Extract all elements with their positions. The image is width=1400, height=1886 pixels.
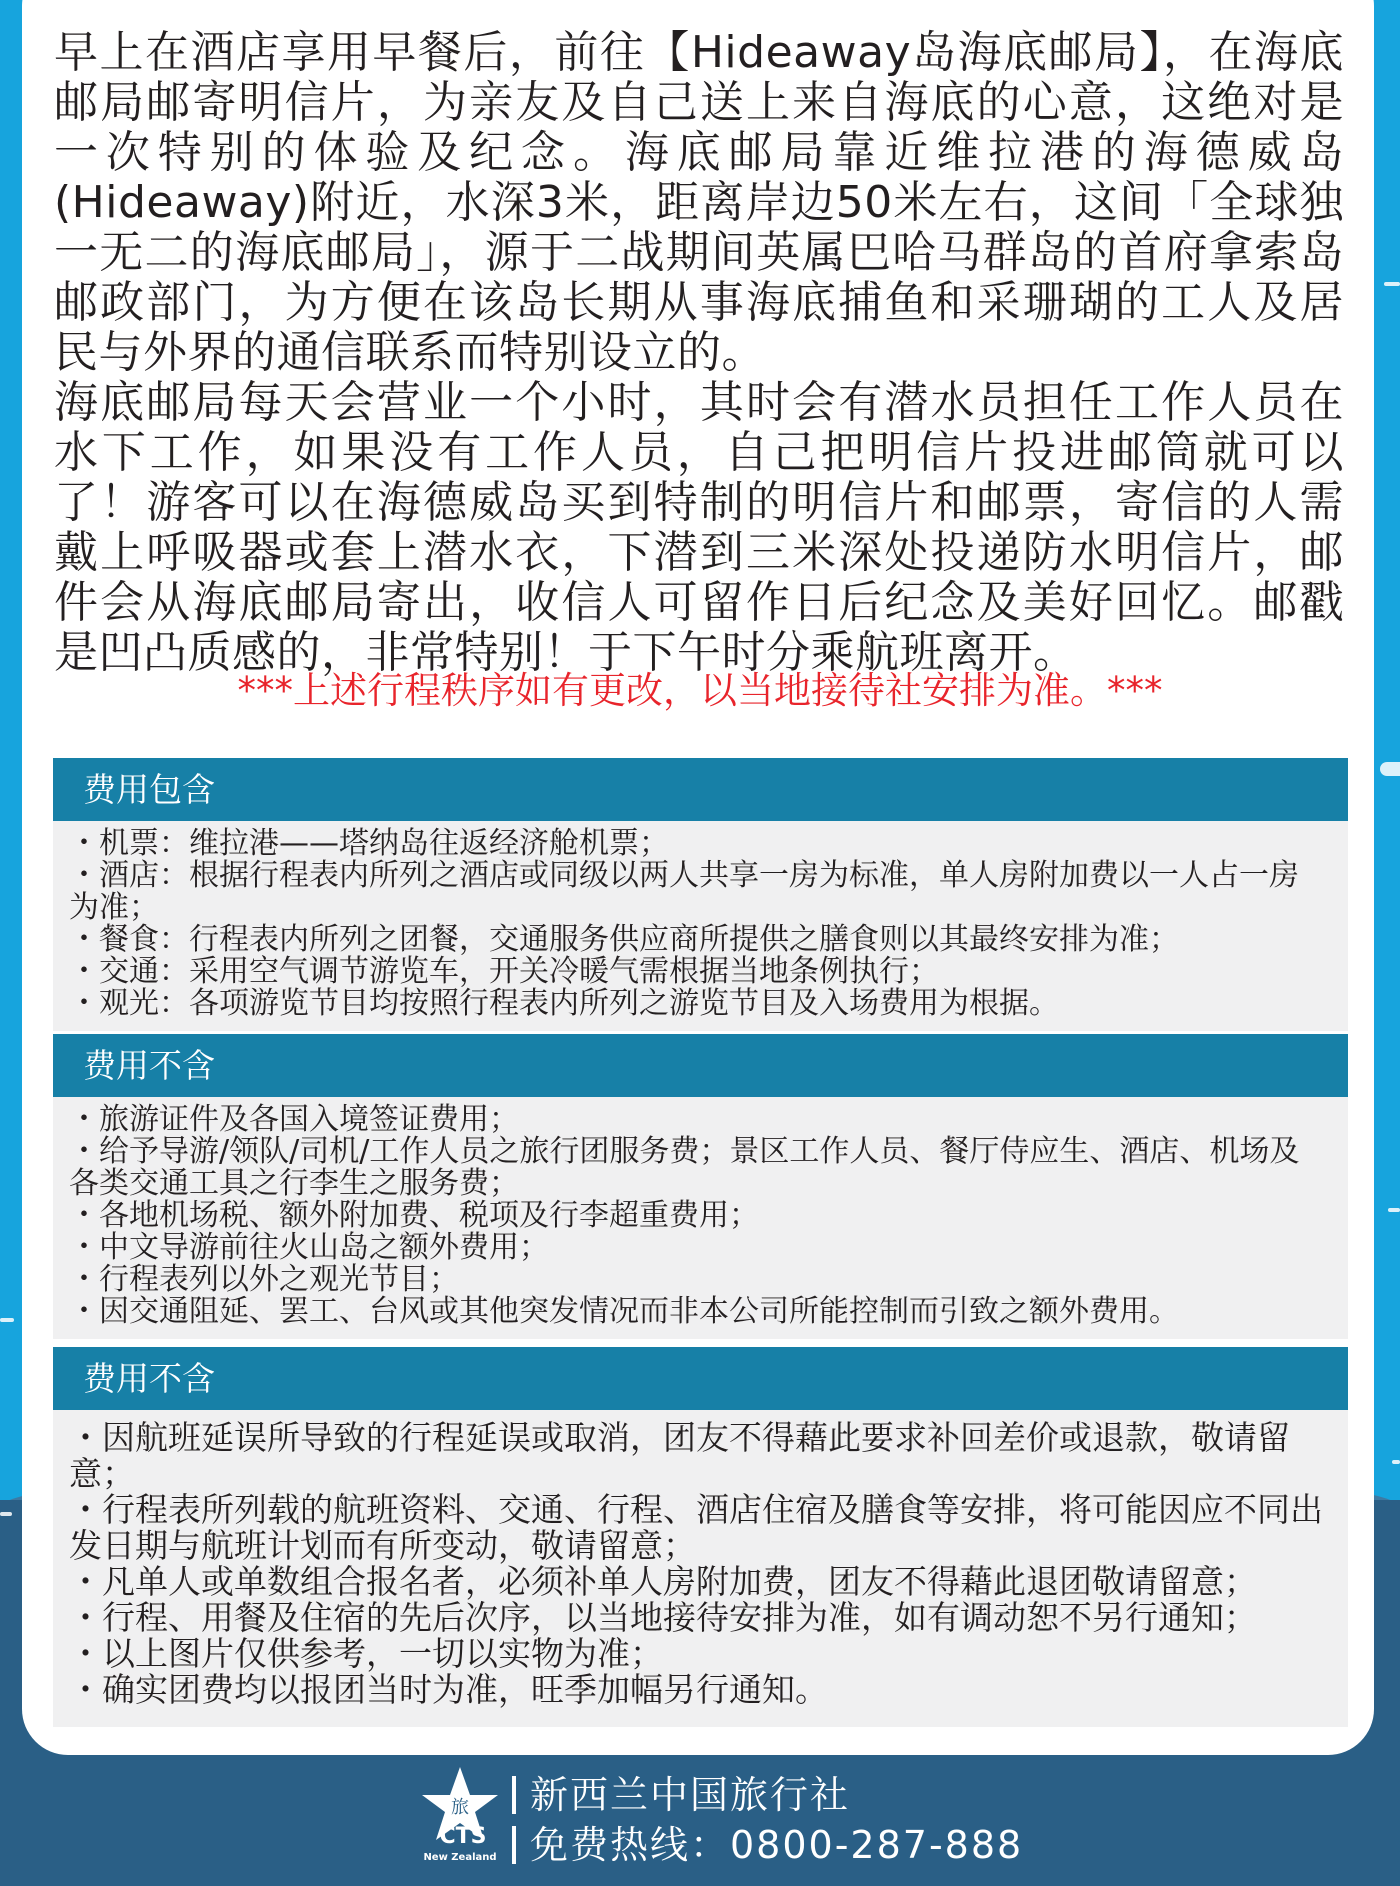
list-item: ・因交通阻延、罢工、台风或其他突发情况而非本公司所能控制而引致之额外费用。 (69, 1294, 1179, 1329)
list-item: ・因航班延误所导致的行程延误或取消，团友不得藉此要求补回差价或退款，敬请留意； (69, 1418, 1290, 1493)
decor-dash (0, 1512, 12, 1516)
section-body (53, 1097, 1348, 1334)
decor-dash (0, 1318, 14, 1322)
section-title: 费用不含 (53, 1347, 1348, 1410)
list-item: ・酒店：根据行程表内所列之酒店或同级以两人共享一房为标准，单人房附加费以一人占一房为准； (69, 858, 1299, 925)
list-item: ・中文导游前往火山岛之额外费用； (69, 1230, 549, 1265)
list-item: ・行程表所列载的航班资料、交通、行程、酒店住宿及膳食等安排，将可能因应不同出发日期与航班计划而有所变动，敬请留意； (69, 1490, 1323, 1565)
list-item: ・旅游证件及各国入境签证费用； (69, 1102, 519, 1137)
schedule-change-notice: ***上述行程秩序如有更改，以当地接待社安排为准。*** (237, 669, 1163, 712)
decor-dash (1388, 1208, 1400, 1212)
list-item: ・交通：采用空气调节游览车，开关冷暖气需根据当地条例执行； (69, 954, 939, 989)
logo-star-char: 旅 (451, 1797, 469, 1818)
list-item: ・确实团费均以报团当时为准，旺季加幅另行通知。 (69, 1670, 828, 1709)
section-title: 费用不含 (53, 1034, 1348, 1097)
list-item: ・行程表列以外之观光节目； (69, 1262, 459, 1297)
section-body (53, 1410, 1348, 1714)
footer-divider (512, 1776, 516, 1814)
list-item: ・观光：各项游览节目均按照行程表内所列之游览节目及入场费用为根据。 (69, 986, 1059, 1021)
hotline-number: 免费热线：0800-287-888 (530, 1823, 1024, 1867)
decor-dash (1384, 282, 1400, 286)
section-body (53, 821, 1348, 1026)
intro-paragraph: 海底邮局每天会营业一个小时，其时会有潜水员担任工作人员在水下工作，如果没有工作人员，自己把明信片投进邮筒就可以了！游客可以在海德威岛买到特制的明信片和邮票，寄信的人需戴上呼吸器或套上潜水衣，下潜到三米深处投递防水明信片，邮件会从海底邮局寄出，收信人可留作日后纪念及美好回忆。邮戳是凹凸质感的，非常特别！于下午时分乘航班离开。 (54, 377, 1344, 678)
list-item: ・凡单人或单数组合报名者，必须补单人房附加费，团友不得藉此退团敬请留意； (69, 1562, 1257, 1601)
list-item: ・给予导游/领队/司机/工作人员之旅行团服务费；景区工作人员、餐厅侍应生、酒店、机场及各类交通工具之行李生之服务费； (69, 1134, 1300, 1201)
list-item: ・机票：维拉港——塔纳岛往返经济舱机票； (69, 826, 669, 861)
decor-dash (1380, 762, 1400, 776)
footer-divider (512, 1826, 516, 1864)
logo-subtext: New Zealand (423, 1852, 497, 1863)
intro-paragraph: 早上在酒店享用早餐后，前往【Hideaway岛海底邮局】，在海底邮局邮寄明信片，为亲友及自己送上来自海底的心意，这绝对是一次特别的体验及纪念。海底邮局靠近维拉港的海德威岛(Hideaway)附近，水深3米，距离岸边50米左右，这间「全球独一无二的海底邮局」，源于二战期间英属巴哈马群岛的首府拿索岛邮政部门，为方便在该岛长期从事海底捕鱼和采珊瑚的工人及居民与外界的通信联系而特别设立的。 (54, 27, 1344, 378)
decor-dash (1392, 1460, 1400, 1464)
itinerary-description (54, 28, 1344, 678)
list-item: ・以上图片仅供参考，一切以实物为准； (69, 1634, 663, 1673)
list-item: ・各地机场税、额外附加费、税项及行李超重费用； (69, 1198, 759, 1233)
list-item: ・餐食：行程表内所列之团餐，交通服务供应商所提供之膳食则以其最终安排为准； (69, 922, 1179, 957)
section-notes (53, 1347, 1348, 1727)
section-fee-excluded (53, 1034, 1348, 1339)
logo-text: CTS (439, 1824, 487, 1849)
company-name: 新西兰中国旅行社 (530, 1773, 851, 1817)
list-item: ・行程、用餐及住宿的先后次序，以当地接待安排为准，如有调动恕不另行通知； (69, 1598, 1257, 1637)
section-title: 费用包含 (53, 758, 1348, 821)
section-fee-included (53, 758, 1348, 1031)
